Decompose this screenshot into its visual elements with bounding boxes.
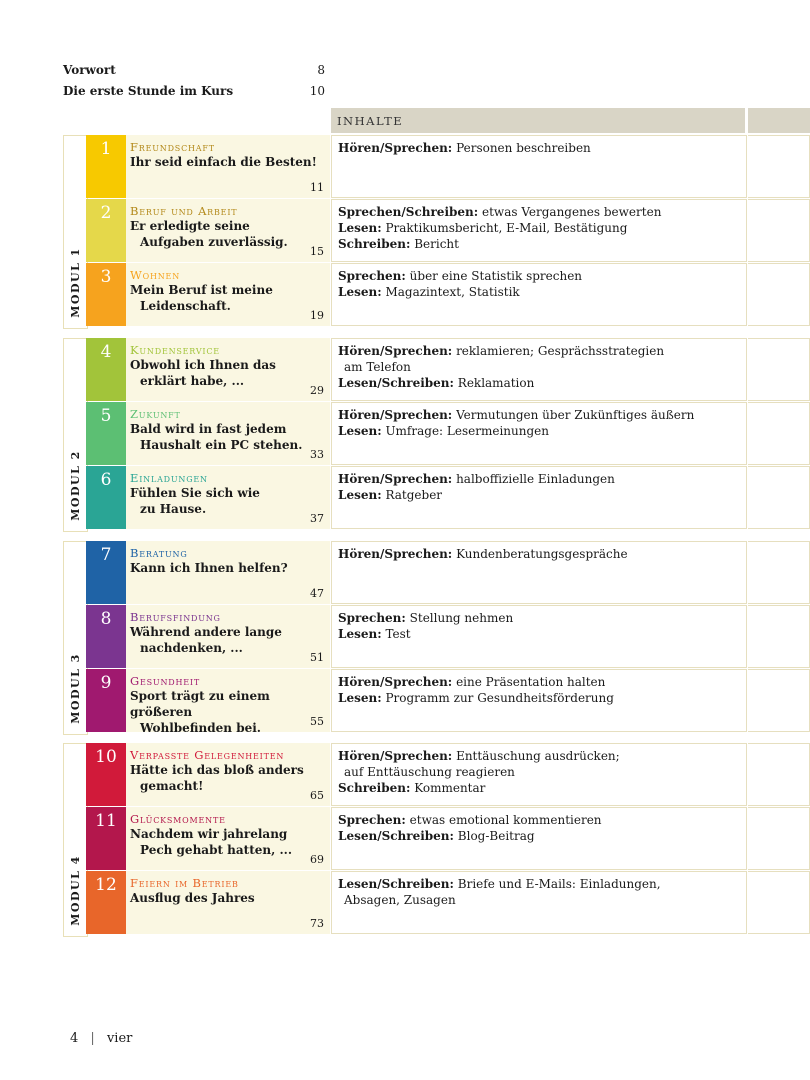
lesson-number: 11 — [86, 807, 126, 870]
lesson-content-cell — [331, 871, 747, 934]
module-label-text: MODUL 3 — [69, 652, 83, 724]
lesson-title-cell — [126, 743, 330, 806]
lesson-title-cell — [126, 541, 330, 604]
module-label-text: MODUL 1 — [69, 246, 83, 318]
lesson-page-number: 65 — [310, 789, 324, 802]
lesson-page-number: 73 — [310, 917, 324, 930]
lesson-title-cell — [126, 466, 330, 529]
lesson-title-line: Kann ich Ihnen helfen? — [130, 561, 288, 575]
lesson-category: Beruf und Arbeit — [130, 204, 238, 218]
lesson-number: 5 — [86, 402, 126, 465]
content-skill-label: Lesen: — [338, 627, 382, 641]
lesson-title-line: Mein Beruf ist meine — [130, 283, 273, 297]
lesson-number: 8 — [86, 605, 126, 668]
lesson-row — [86, 605, 810, 668]
footer-page-word: vier — [106, 1031, 133, 1046]
content-text: Reklamation — [453, 376, 535, 390]
lesson-extra-cell — [748, 807, 810, 870]
module-label — [64, 445, 87, 525]
lesson-extra-cell — [748, 135, 810, 198]
module-label — [64, 850, 87, 930]
lesson-row — [86, 466, 810, 529]
content-text: Magazintext, Statistik — [381, 285, 520, 299]
lesson-extra-cell — [748, 605, 810, 668]
lesson-row — [86, 199, 810, 262]
lesson-number: 4 — [86, 338, 126, 401]
content-skill-label: Schreiben: — [338, 781, 411, 795]
content-text: Kundenberatungsgespräche — [452, 547, 628, 561]
content-skill-label: Hören/Sprechen: — [338, 749, 453, 763]
lesson-row — [86, 743, 810, 806]
lesson-number: 9 — [86, 669, 126, 732]
lesson-title-line: Leidenschaft. — [140, 299, 231, 313]
lesson-title-cell — [126, 199, 330, 262]
content-text: halboffizielle Einladungen — [452, 472, 615, 486]
lesson-extra-cell — [748, 743, 810, 806]
lesson-page-number: 15 — [310, 245, 324, 258]
module-label — [64, 648, 87, 728]
lesson-title-line: Ausflug des Jahres — [130, 891, 255, 905]
module-side-strip — [63, 135, 88, 329]
preface-vorwort-label: Vorwort — [63, 63, 116, 77]
content-skill-label: Sprechen: — [338, 813, 406, 827]
inhalte-header: INHALTE — [331, 108, 745, 133]
preface-erste-stunde-label: Die erste Stunde im Kurs — [63, 84, 234, 98]
content-skill-label: Sprechen: — [338, 269, 406, 283]
lesson-content-cell — [331, 541, 747, 604]
module-label-text: MODUL 4 — [69, 854, 83, 926]
content-skill-label: Hören/Sprechen: — [338, 408, 453, 422]
lesson-extra-cell — [748, 263, 810, 326]
lesson-page-number: 29 — [310, 384, 324, 397]
lesson-extra-cell — [748, 871, 810, 934]
lesson-number: 10 — [86, 743, 126, 806]
content-text: Programm zur Gesundheitsförderung — [381, 691, 614, 705]
lesson-number: 1 — [86, 135, 126, 198]
lesson-title-cell — [126, 605, 330, 668]
lesson-category: Berufsfindung — [130, 610, 221, 624]
lesson-title-line: erklärt habe, ... — [140, 374, 245, 388]
lesson-page-number: 47 — [310, 587, 324, 600]
lesson-category: Gesundheit — [130, 674, 200, 688]
content-text: etwas Vergangenes bewerten — [478, 205, 662, 219]
lesson-page-number: 69 — [310, 853, 324, 866]
lesson-number: 7 — [86, 541, 126, 604]
lesson-row — [86, 541, 810, 604]
lesson-category: Beratung — [130, 546, 188, 560]
content-text: Ratgeber — [381, 488, 443, 502]
lesson-row — [86, 338, 810, 401]
lesson-title-line: Pech gehabt hatten, ... — [140, 843, 293, 857]
content-text: Blog-Beitrag — [453, 829, 535, 843]
content-text: Absagen, Zusagen — [344, 893, 456, 907]
lesson-row — [86, 263, 810, 326]
content-skill-label: Hören/Sprechen: — [338, 547, 453, 561]
module-side-strip — [63, 338, 88, 532]
lesson-number: 6 — [86, 466, 126, 529]
content-text: reklamieren; Gesprächsstrategien — [452, 344, 665, 358]
lesson-number: 2 — [86, 199, 126, 262]
content-text: am Telefon — [344, 360, 411, 374]
lesson-page-number: 51 — [310, 651, 324, 664]
lesson-extra-cell — [748, 466, 810, 529]
lesson-content-cell — [331, 263, 747, 326]
lesson-page-number: 33 — [310, 448, 324, 461]
lesson-page-number: 11 — [310, 181, 324, 194]
content-text: Enttäuschung ausdrücken; — [452, 749, 620, 763]
content-text: Praktikumsbericht, E-Mail, Bestätigung — [381, 221, 628, 235]
lesson-extra-cell — [748, 669, 810, 732]
lesson-extra-cell — [748, 338, 810, 401]
module-side-strip — [63, 743, 88, 937]
preface-erste-stunde-page: 10 — [309, 84, 325, 98]
content-skill-label: Schreiben: — [338, 237, 411, 251]
lesson-row — [86, 135, 810, 198]
lesson-title-line: Sport trägt zu einem größeren — [130, 689, 270, 719]
lesson-content-cell — [331, 199, 747, 262]
lesson-title-cell — [126, 669, 330, 735]
content-skill-label: Sprechen: — [338, 611, 406, 625]
lesson-title-line: Aufgaben zuverlässig. — [140, 235, 288, 249]
content-skill-label: Lesen: — [338, 285, 382, 299]
lesson-page-number: 37 — [310, 512, 324, 525]
lesson-title-line: Ihr seid einfach die Besten! — [130, 155, 317, 169]
content-text: Bericht — [410, 237, 459, 251]
lesson-title-cell — [126, 263, 330, 326]
lesson-title-line: zu Hause. — [140, 502, 207, 516]
content-skill-label: Hören/Sprechen: — [338, 675, 453, 689]
content-skill-label: Sprechen/Schreiben: — [338, 205, 479, 219]
lesson-title-cell — [126, 807, 330, 870]
content-text: eine Präsentation halten — [452, 675, 606, 689]
lesson-row — [86, 669, 810, 735]
lesson-title-line: Nachdem wir jahrelang — [130, 827, 288, 841]
module-block — [63, 338, 810, 530]
content-skill-label: Lesen/Schreiben: — [338, 877, 454, 891]
content-skill-label: Hören/Sprechen: — [338, 344, 453, 358]
module-side-strip — [63, 541, 88, 735]
lesson-title-line: Haushalt ein PC stehen. — [140, 438, 303, 452]
footer-page-number: 4 — [70, 1031, 79, 1046]
lesson-extra-cell — [748, 199, 810, 262]
content-skill-label: Lesen/Schreiben: — [338, 376, 454, 390]
lesson-number: 12 — [86, 871, 126, 934]
lesson-extra-cell — [748, 402, 810, 465]
lesson-title-cell — [126, 402, 330, 465]
lesson-content-cell — [331, 402, 747, 465]
lesson-category: Zukunft — [130, 407, 181, 421]
content-text: Briefe und E-Mails: Einladungen, — [453, 877, 661, 891]
content-text: auf Enttäuschung reagieren — [344, 765, 515, 779]
lesson-title-line: Er erledigte seine — [130, 219, 250, 233]
lesson-page-number: 55 — [310, 715, 324, 728]
lesson-content-cell — [331, 605, 747, 668]
content-text: Kommentar — [410, 781, 486, 795]
content-text: Test — [381, 627, 411, 641]
lesson-category: Freundschaft — [130, 140, 215, 154]
lesson-title-line: Hätte ich das bloß anders — [130, 763, 304, 777]
content-text: über eine Statistik sprechen — [405, 269, 583, 283]
preface-vorwort-page: 8 — [317, 63, 325, 77]
content-skill-label: Lesen: — [338, 691, 382, 705]
module-block — [63, 135, 810, 327]
header-extra-column — [748, 108, 810, 133]
lesson-content-cell — [331, 743, 747, 806]
lesson-title-line: Fühlen Sie sich wie — [130, 486, 260, 500]
lesson-content-cell — [331, 338, 747, 401]
lesson-title-cell — [126, 135, 330, 198]
lesson-page-number: 19 — [310, 309, 324, 322]
lesson-row — [86, 871, 810, 934]
lesson-title-line: nachdenken, ... — [140, 641, 243, 655]
lesson-category: Kundenservice — [130, 343, 220, 357]
content-skill-label: Hören/Sprechen: — [338, 141, 453, 155]
lesson-content-cell — [331, 135, 747, 198]
content-text: Personen beschreiben — [452, 141, 591, 155]
lesson-category: Einladungen — [130, 471, 208, 485]
lesson-category: Glücksmomente — [130, 812, 226, 826]
module-block — [63, 743, 810, 935]
content-text: Vermutungen über Zukünftiges äußern — [452, 408, 695, 422]
lesson-title-cell — [126, 338, 330, 401]
content-skill-label: Lesen/Schreiben: — [338, 829, 454, 843]
lesson-category: Feiern im Betrieb — [130, 876, 239, 890]
lesson-extra-cell — [748, 541, 810, 604]
lesson-row — [86, 807, 810, 870]
lesson-content-cell — [331, 466, 747, 529]
lesson-title-line: Bald wird in fast jedem — [130, 422, 287, 436]
module-block — [63, 541, 810, 733]
lesson-title-line: Während andere lange — [130, 625, 282, 639]
content-skill-label: Lesen: — [338, 488, 382, 502]
lesson-title-line: Wohlbefinden bei. — [140, 721, 261, 735]
content-text: etwas emotional kommentieren — [405, 813, 602, 827]
lesson-title-cell — [126, 871, 330, 934]
module-label — [64, 242, 87, 322]
lesson-content-cell — [331, 669, 747, 732]
lesson-number: 3 — [86, 263, 126, 326]
lesson-title-line: Obwohl ich Ihnen das — [130, 358, 276, 372]
module-label-text: MODUL 2 — [69, 449, 83, 521]
lesson-content-cell — [331, 807, 747, 870]
page-footer — [70, 1031, 132, 1046]
lesson-category: Wohnen — [130, 268, 180, 282]
lesson-row — [86, 402, 810, 465]
footer-separator: | — [90, 1031, 95, 1046]
content-skill-label: Lesen: — [338, 221, 382, 235]
content-text: Umfrage: Lesermeinungen — [381, 424, 549, 438]
content-text: Stellung nehmen — [405, 611, 514, 625]
lesson-title-line: gemacht! — [140, 779, 204, 793]
content-skill-label: Lesen: — [338, 424, 382, 438]
content-skill-label: Hören/Sprechen: — [338, 472, 453, 486]
lesson-category: Verpasste Gelegenheiten — [130, 748, 285, 762]
